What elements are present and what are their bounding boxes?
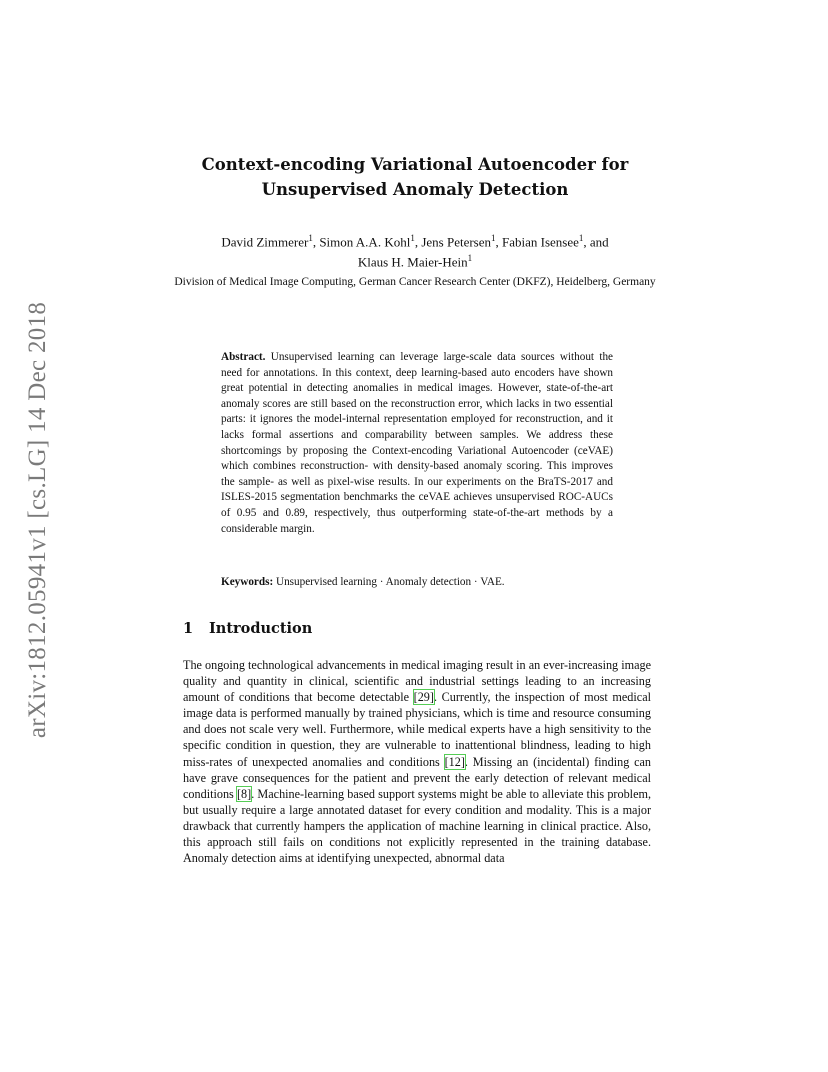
citation-link[interactable]: [12]: [444, 754, 465, 769]
affiliation-mark: 1: [467, 253, 473, 264]
abstract: [221, 350, 613, 537]
author-name: Fabian Isensee: [502, 234, 579, 250]
citation-link[interactable]: [8]: [236, 786, 252, 801]
abstract-text: Unsupervised learning can leverage large-scale data sources without the need for annotations. In this context, deep learning-based auto encoders have shown great potential in detecting anomalies in medical images. However, state-of-the-art anomaly scores are still based on the reconstruction error, which lacks in two essential parts: it ignores the model-internal representation employed for reconstruction, and it lacks formal assertions and comparability between samples. We address these shortcomings by proposing the Context-encoding Variational Autoencoder (ceVAE) which combines reconstruction- with density-based anomaly scoring. This improves the sample- as well as pixel-wise results. In our experiments on the BraTS-2017 and ISLES-2015 segmentation benchmarks the ceVAE achieves unsupervised ROC-AUCs of 0.95 and 0.89, respectively, thus outperforming state-of-the-art methods by a considerable margin.: [221, 351, 613, 535]
author-name: Simon A.A. Kohl: [319, 234, 411, 250]
abstract-label: Abstract.: [221, 351, 266, 363]
section-heading: [183, 620, 312, 638]
affiliation: Division of Medical Image Computing, German Cancer Research Center (DKFZ), Heidelberg, Germany: [174, 276, 656, 288]
keywords-text: Unsupervised learning · Anomaly detection · VAE.: [276, 576, 505, 588]
author-separator: ,: [414, 234, 422, 250]
keywords: [221, 575, 613, 590]
affiliation-mark: 1: [410, 233, 415, 243]
affiliation-mark: 1: [578, 233, 584, 243]
affiliation-mark: 1: [491, 233, 496, 243]
section-number: 1: [183, 620, 194, 637]
author-name: Jens Petersen: [421, 234, 492, 250]
author-separator: ,: [312, 234, 320, 250]
citation-link[interactable]: [29]: [413, 690, 434, 705]
section-title: Introduction: [209, 620, 313, 637]
author-conjunction: , and: [583, 234, 609, 250]
paper-title: Context-encoding Variational Autoencoder for Unsupervised Anomaly Detection: [201, 155, 629, 199]
introduction-paragraph: [183, 657, 651, 866]
intro-text: . Missing an (incidental) finding can have grave consequences for the patient and prevent the early detection of relevant medical conditions: [183, 754, 651, 801]
intro-text: . Currently, the inspection of most medical image data is performed manually by trained physicians, which is time and resource consuming and does not scale very well. Furthermore, while medical experts have a high sensitivity to the specific condition in question, they are vulnerable to inattentional blindness, leading to high miss-rates of unexpected anomalies and conditions: [183, 690, 651, 769]
author-list: [150, 230, 680, 271]
affiliation-mark: 1: [308, 233, 313, 243]
author-name: David Zimmerer: [221, 234, 309, 250]
author-separator: ,: [495, 234, 503, 250]
intro-text: The ongoing technological advancements in medical imaging result in an ever-increasing image quality and quantity in clinical, scientific and industrial settings leading to an increasing amount of conditions that become detectable: [183, 658, 651, 705]
arxiv-identifier-text: arXiv:1812.05941v1 [cs.LG] 14 Dec 2018: [24, 301, 51, 739]
keywords-label: Keywords:: [221, 576, 274, 588]
intro-text: . Machine-learning based support systems might be able to alleviate this problem, but usually require a large annotated dataset for every condition and modality. This is a major drawback that currently hampers the application of machine learning in clinical practice. Also, this approach still fails on conditions not explicitly represented in the training database. Anomaly detection aims at identifying unexpected, abnormal data: [183, 786, 652, 866]
author-name: Klaus H. Maier-Hein: [357, 254, 468, 270]
